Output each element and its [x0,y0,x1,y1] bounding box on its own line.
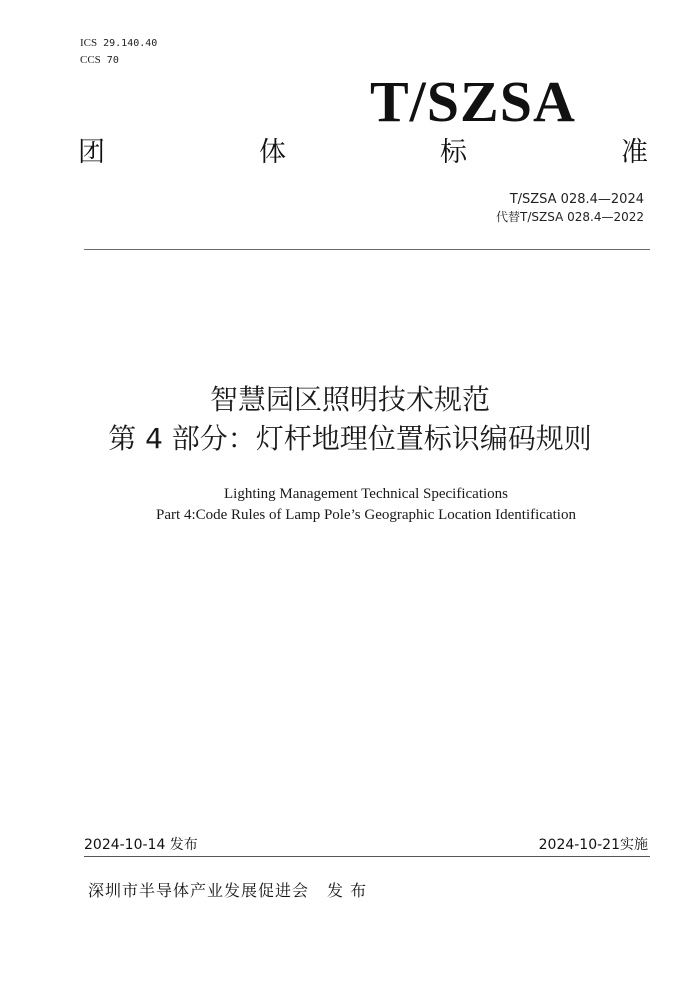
issue-date: 2024-10-14 发布 [84,837,198,853]
ics-code [80,36,157,51]
english-title-line-2: Part 4:Code Rules of Lamp Pole’s Geographic Location Identification [156,507,576,523]
implementation-date: 2024-10-21实施 [538,837,648,853]
publish-action: 发 布 [327,881,368,900]
group-standard-char: 准 [621,137,648,168]
ccs-code [80,53,119,68]
standard-number: T/SZSA 028.4—2024 [509,192,644,207]
group-standard-char: 标 [440,137,467,168]
replaces-standard: 代替T/SZSA 028.4—2022 [496,210,644,224]
group-standard-char: 体 [259,137,286,168]
top-divider [84,249,650,250]
ccs-label: CCS [80,54,101,66]
group-standard-char: 团 [78,137,105,168]
chinese-title-line-2: 第 4 部分：灯杆地理位置标识编码规则 [108,422,592,455]
group-standard-heading [78,136,648,170]
ccs-value: 70 [106,55,119,66]
ics-label: ICS [80,37,98,49]
publisher-name: 深圳市半导体产业发展促进会 [88,881,310,900]
ics-value: 29.140.40 [103,38,158,49]
chinese-title-line-1: 智慧园区照明技术规范 [209,383,490,416]
english-title-line-1: Lighting Management Technical Specifications [223,486,508,502]
publisher-line [88,880,367,902]
bottom-divider [84,856,650,857]
association-logo-text: T/SZSA [370,69,576,134]
